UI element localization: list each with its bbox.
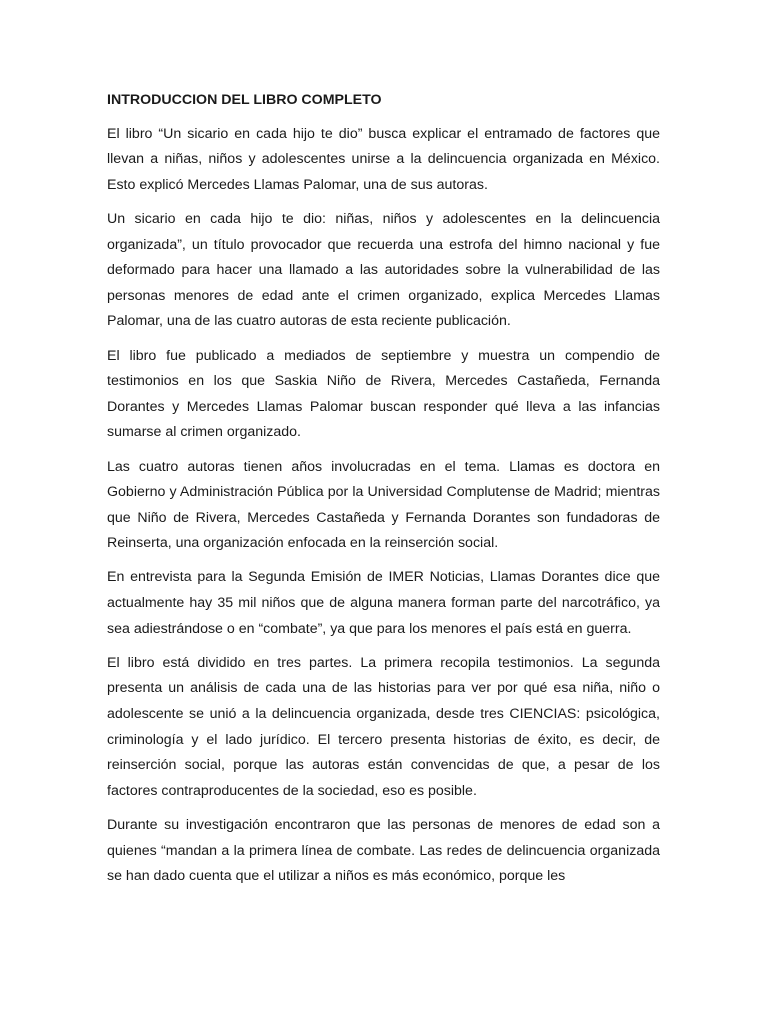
- document-page: [107, 88, 660, 898]
- paragraph-5: En entrevista para la Segunda Emisión de IMER Noticias, Llamas Dorantes dice que actualmente hay 35 mil niños que de alguna manera forman parte del narcotráfico, ya sea adiestrándose o en “combate”, ya que para los menores el país está en guerra.: [107, 569, 660, 637]
- paragraph-3: El libro fue publicado a mediados de septiembre y muestra un compendio de testimonios en los que Saskia Niño de Rivera, Mercedes Castañeda, Fernanda Dorantes y Mercedes Llamas Palomar buscan responder qué lleva a las infancias sumarse al crimen organizado.: [107, 347, 660, 441]
- paragraph-7: Durante su investigación encontraron que las personas de menores de edad son a quienes “mandan a la primera línea de combate. Las redes de delincuencia organizada se han dado cuenta que el utilizar a niños es más económico, porque les: [107, 817, 660, 885]
- paragraph-2: Un sicario en cada hijo te dio: niñas, niños y adolescentes en la delincuencia organizada”, un título provocador que recuerda una estrofa del himno nacional y fue deformado para hacer una llamado a las autoridades sobre la vulnerabilidad de las personas menores de edad ante el crimen organizado, explica Mercedes Llamas Palomar, una de las cuatro autoras de esta reciente publicación.: [107, 210, 660, 330]
- document-title: INTRODUCCION DEL LIBRO COMPLETO: [107, 92, 382, 108]
- paragraph-4: Las cuatro autoras tienen años involucradas en el tema. Llamas es doctora en Gobierno y Administración Pública por la Universidad Complutense de Madrid; mientras que Niño de Rivera, Mercedes Castañeda y Fernanda Dorantes son fundadoras de Reinserta, una organización enfocada en la reinserción social.: [107, 458, 660, 552]
- paragraph-6: El libro está dividido en tres partes. La primera recopila testimonios. La segunda presenta un análisis de cada una de las historias para ver por qué esa niña, niño o adolescente se unió a la delincuencia organizada, desde tres CIENCIAS: psicológica, criminología y el lado jurídico. El tercero presenta historias de éxito, es decir, de reinserción social, porque las autoras están convencidas de que, a pesar de los factores contraproducentes de la sociedad, eso es posible.: [107, 654, 660, 799]
- paragraph-1: El libro “Un sicario en cada hijo te dio” busca explicar el entramado de factores que llevan a niñas, niños y adolescentes unirse a la delincuencia organizada en México. Esto explicó Mercedes Llamas Palomar, una de sus autoras.: [107, 125, 660, 193]
